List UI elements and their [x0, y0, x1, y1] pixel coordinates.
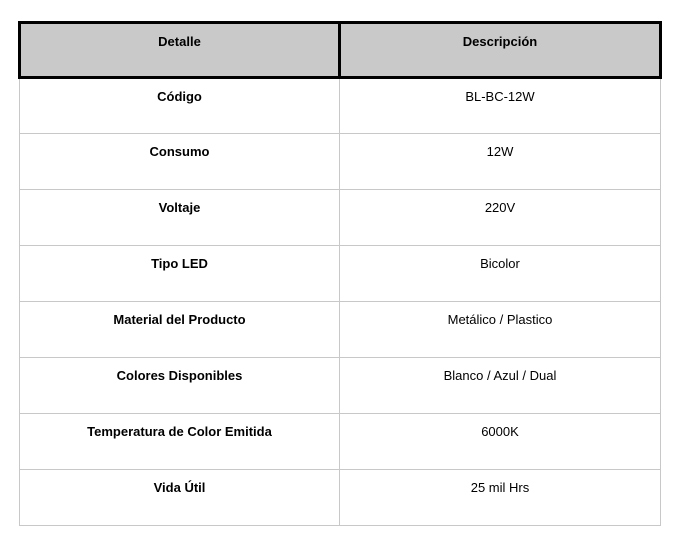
spec-table — [18, 21, 662, 526]
header-detail: Detalle — [20, 23, 340, 78]
row-label: Tipo LED — [20, 246, 340, 302]
row-value: Blanco / Azul / Dual — [340, 358, 661, 414]
header-description: Descripción — [340, 23, 661, 78]
row-label: Voltaje — [20, 190, 340, 246]
row-label: Vida Útil — [20, 470, 340, 526]
row-label: Colores Disponibles — [20, 358, 340, 414]
table-row — [20, 190, 661, 246]
row-value: 6000K — [340, 414, 661, 470]
row-value: Bicolor — [340, 246, 661, 302]
row-label: Material del Producto — [20, 302, 340, 358]
row-label: Consumo — [20, 134, 340, 190]
table-row — [20, 358, 661, 414]
row-label: Código — [20, 78, 340, 134]
row-label: Temperatura de Color Emitida — [20, 414, 340, 470]
row-value: BL-BC-12W — [340, 78, 661, 134]
row-value: Metálico / Plastico — [340, 302, 661, 358]
table-row — [20, 470, 661, 526]
spec-table-header — [20, 23, 661, 78]
row-value: 220V — [340, 190, 661, 246]
table-row — [20, 414, 661, 470]
table-row — [20, 302, 661, 358]
table-row — [20, 134, 661, 190]
row-value: 12W — [340, 134, 661, 190]
table-row — [20, 78, 661, 134]
spec-table-body — [20, 78, 661, 526]
header-row — [20, 23, 661, 78]
row-value: 25 mil Hrs — [340, 470, 661, 526]
table-row — [20, 246, 661, 302]
